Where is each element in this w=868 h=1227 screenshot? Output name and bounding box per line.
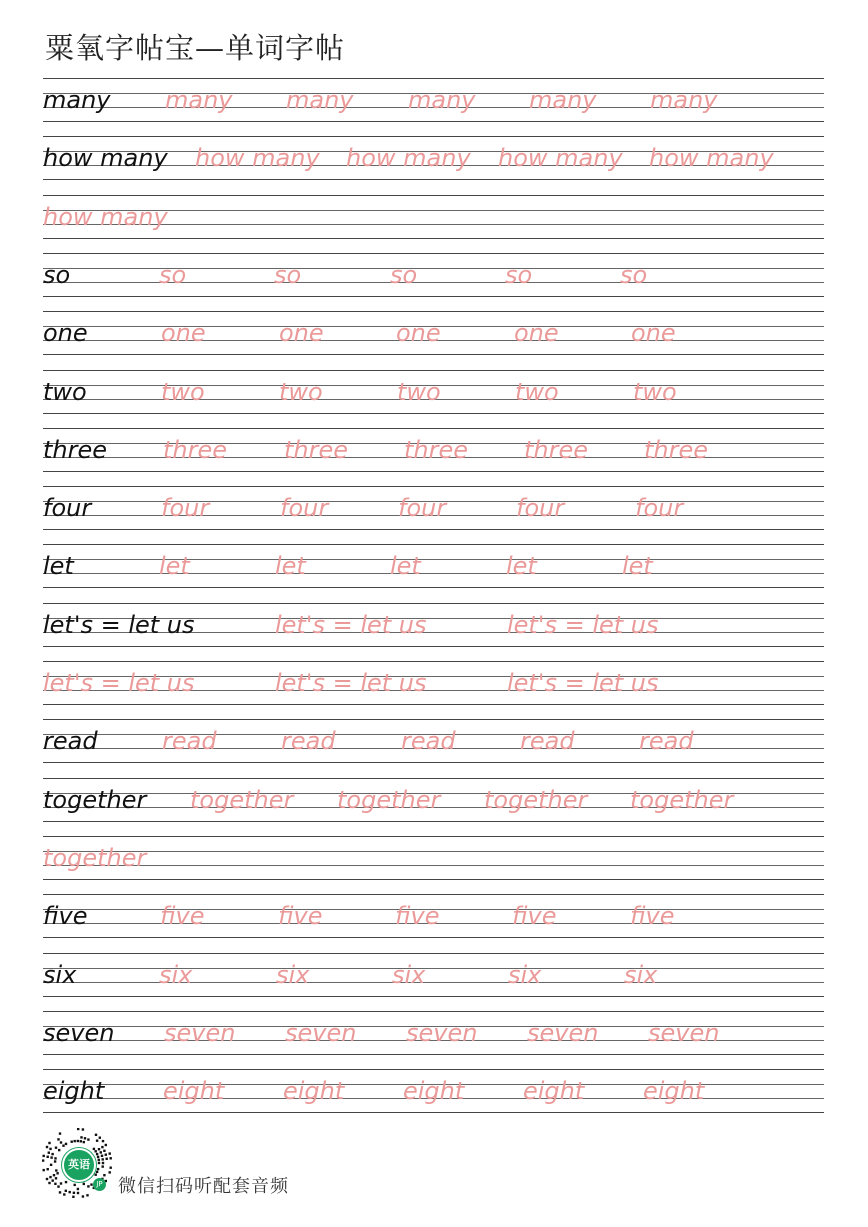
trace-word: one (514, 319, 559, 348)
ruling-line (43, 238, 824, 239)
trace-word: seven (527, 1018, 599, 1047)
ruling-line (43, 646, 824, 647)
trace-word: eight (643, 1077, 705, 1106)
trace-word: four (280, 494, 329, 523)
trace-word: six (159, 960, 193, 989)
model-word: six (43, 960, 77, 989)
trace-word: let's = let us (275, 669, 427, 697)
trace-word: two (633, 377, 677, 406)
trace-word: together (43, 843, 147, 872)
ruling-line (43, 762, 824, 763)
page-title: 粟氧字帖宝—单词字帖 (45, 31, 346, 65)
ruling-line (43, 587, 824, 588)
ruling-line (43, 253, 824, 254)
practice-row (43, 1069, 824, 1127)
trace-word: read (401, 727, 456, 756)
ruling-line (43, 296, 824, 297)
practice-row (43, 661, 824, 719)
trace-word: seven (406, 1018, 478, 1047)
ruling-line (43, 937, 824, 938)
audio-footer (42, 1128, 342, 1198)
trace-word: many (165, 86, 233, 114)
trace-word: how many (649, 144, 774, 173)
model-word: together (43, 785, 147, 814)
practice-row (43, 78, 824, 136)
trace-word: so (390, 260, 418, 289)
ruling-line (43, 78, 824, 79)
ruling-line (43, 821, 824, 822)
trace-word: eight (523, 1077, 585, 1106)
practice-row (43, 544, 824, 602)
trace-word: read (520, 727, 575, 756)
ruling-line (43, 195, 824, 196)
practice-row-end (43, 1112, 824, 1114)
trace-word: let (159, 552, 190, 581)
trace-word: read (639, 727, 694, 756)
practice-row (43, 953, 824, 1011)
trace-word: read (281, 727, 336, 756)
trace-word: one (396, 319, 441, 348)
ruling-line (43, 413, 824, 414)
trace-word: five (630, 902, 675, 931)
model-word: let's = let us (43, 610, 195, 639)
trace-word: many (408, 86, 476, 114)
model-word: four (43, 494, 92, 523)
model-word: many (43, 86, 111, 114)
trace-word: together (337, 785, 441, 814)
practice-row (43, 253, 824, 311)
trace-word: together (190, 785, 294, 814)
ruling-line (43, 836, 824, 837)
model-word: five (43, 902, 88, 931)
trace-word: two (397, 377, 441, 406)
practice-row (43, 719, 824, 777)
ruling-line (43, 311, 824, 312)
ruling-line (43, 704, 824, 705)
ruling-line (43, 529, 824, 530)
ruling-line (43, 486, 824, 487)
ruling-line (43, 428, 824, 429)
trace-word: three (524, 435, 589, 464)
trace-word: four (635, 494, 684, 523)
trace-word: seven (285, 1018, 357, 1047)
ruling-line (43, 1112, 824, 1113)
practice-row (43, 894, 824, 952)
trace-word: let's = let us (507, 669, 659, 697)
trace-word: three (284, 435, 349, 464)
ruling-line (43, 1011, 824, 1012)
model-word: let (43, 552, 74, 581)
trace-word: one (279, 319, 324, 348)
ruling-line (43, 370, 824, 371)
practice-row (43, 778, 824, 836)
trace-word: five (160, 902, 205, 931)
trace-word: how many (346, 144, 471, 173)
model-word: eight (43, 1077, 105, 1106)
trace-word: four (161, 494, 210, 523)
trace-word: two (279, 377, 323, 406)
ruling-line (43, 1054, 824, 1055)
trace-word: many (650, 86, 718, 114)
trace-word: many (529, 86, 597, 114)
jp-badge: JP (93, 1178, 106, 1191)
ruling-line (43, 661, 824, 662)
ruling-line (43, 953, 824, 954)
trace-word: six (392, 960, 426, 989)
ruling-line (43, 136, 824, 137)
trace-word: how many (195, 144, 320, 173)
trace-word: eight (163, 1077, 225, 1106)
trace-word: so (274, 260, 302, 289)
trace-word: let's = let us (275, 610, 427, 639)
ruling-line (43, 879, 824, 880)
trace-word: five (512, 902, 557, 931)
ruling-line (43, 865, 824, 866)
trace-word: let (622, 552, 653, 581)
trace-word: three (163, 435, 228, 464)
trace-word: eight (283, 1077, 345, 1106)
trace-word: one (161, 319, 206, 348)
practice-row (43, 311, 824, 369)
ruling-line (43, 719, 824, 720)
english-badge: 英语 (62, 1148, 96, 1182)
model-word: two (43, 377, 87, 406)
trace-word: read (162, 727, 217, 756)
trace-word: six (508, 960, 542, 989)
trace-word: seven (164, 1018, 236, 1047)
practice-row (43, 486, 824, 544)
ruling-line (43, 121, 824, 122)
trace-word: seven (648, 1018, 720, 1047)
trace-word: together (630, 785, 734, 814)
trace-word: six (276, 960, 310, 989)
trace-word: two (515, 377, 559, 406)
model-word: so (43, 260, 71, 289)
model-word: how many (43, 144, 168, 173)
ruling-line (43, 354, 824, 355)
trace-word: four (398, 494, 447, 523)
trace-word: two (161, 377, 205, 406)
trace-word: how many (43, 202, 168, 231)
trace-word: five (395, 902, 440, 931)
scan-instruction: 微信扫码听配套音频 (118, 1176, 289, 1197)
practice-row (43, 836, 824, 894)
ruling-line (43, 851, 824, 852)
ruling-line (43, 544, 824, 545)
trace-word: six (624, 960, 658, 989)
ruling-line (43, 778, 824, 779)
trace-word: so (620, 260, 648, 289)
trace-word: many (286, 86, 354, 114)
ruling-line (43, 603, 824, 604)
trace-word: let's = let us (43, 669, 195, 697)
trace-word: so (505, 260, 533, 289)
practice-row (43, 428, 824, 486)
ruling-line (43, 179, 824, 180)
model-word: read (43, 727, 98, 756)
ruling-line (43, 894, 824, 895)
practice-row (43, 603, 824, 661)
trace-word: five (278, 902, 323, 931)
ruling-line (43, 996, 824, 997)
ruling-line (43, 1069, 824, 1070)
trace-word: one (631, 319, 676, 348)
practice-row (43, 1011, 824, 1069)
trace-word: how many (498, 144, 623, 173)
trace-word: together (484, 785, 588, 814)
practice-row (43, 136, 824, 194)
model-word: three (43, 435, 108, 464)
model-word: one (43, 319, 88, 348)
trace-word: three (644, 435, 709, 464)
trace-word: four (516, 494, 565, 523)
trace-word: so (159, 260, 187, 289)
trace-word: eight (403, 1077, 465, 1106)
ruling-line (43, 471, 824, 472)
trace-word: three (404, 435, 469, 464)
practice-row (43, 370, 824, 428)
trace-word: let's = let us (507, 610, 659, 639)
trace-word: let (506, 552, 537, 581)
trace-word: let (275, 552, 306, 581)
trace-word: let (390, 552, 421, 581)
practice-row (43, 195, 824, 253)
model-word: seven (43, 1018, 115, 1047)
